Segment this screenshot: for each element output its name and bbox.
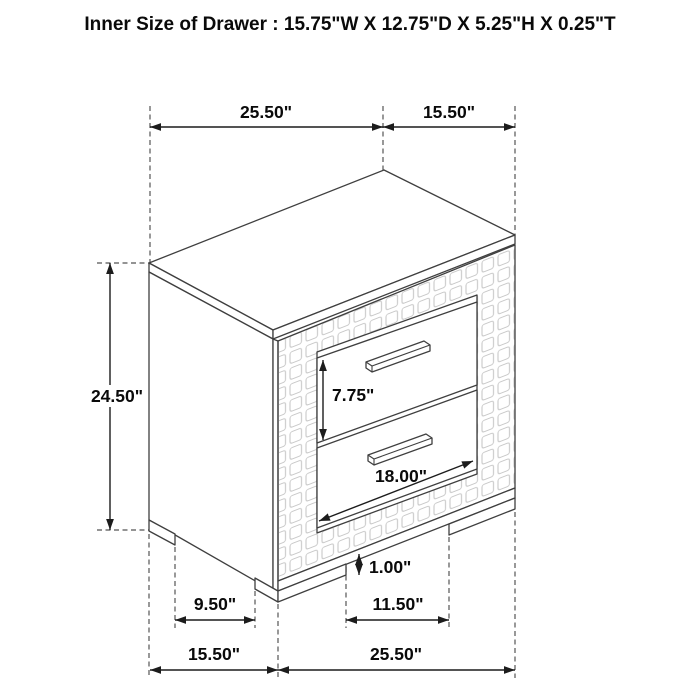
dim-label-top-width: 25.50"	[239, 102, 293, 122]
dim-label-overall-height: 24.50"	[90, 386, 144, 406]
dim-label-front-leg-spacing: 11.50"	[372, 594, 424, 614]
dim-label-drawer-width: 18.00"	[374, 466, 428, 486]
dim-label-base-depth: 15.50"	[187, 644, 241, 664]
dim-label-side-leg-spacing: 9.50"	[193, 594, 237, 614]
diagram-title: Inner Size of Drawer : 15.75"W X 12.75"D X 5.25"H X 0.25"T	[84, 14, 616, 35]
dim-label-base-width: 25.50"	[369, 644, 423, 664]
front-corner-post	[273, 339, 278, 591]
dim-label-drawer-height: 7.75"	[332, 385, 375, 405]
dim-label-top-depth: 15.50"	[422, 102, 476, 122]
dim-label-base-height: 1.00"	[369, 557, 412, 577]
